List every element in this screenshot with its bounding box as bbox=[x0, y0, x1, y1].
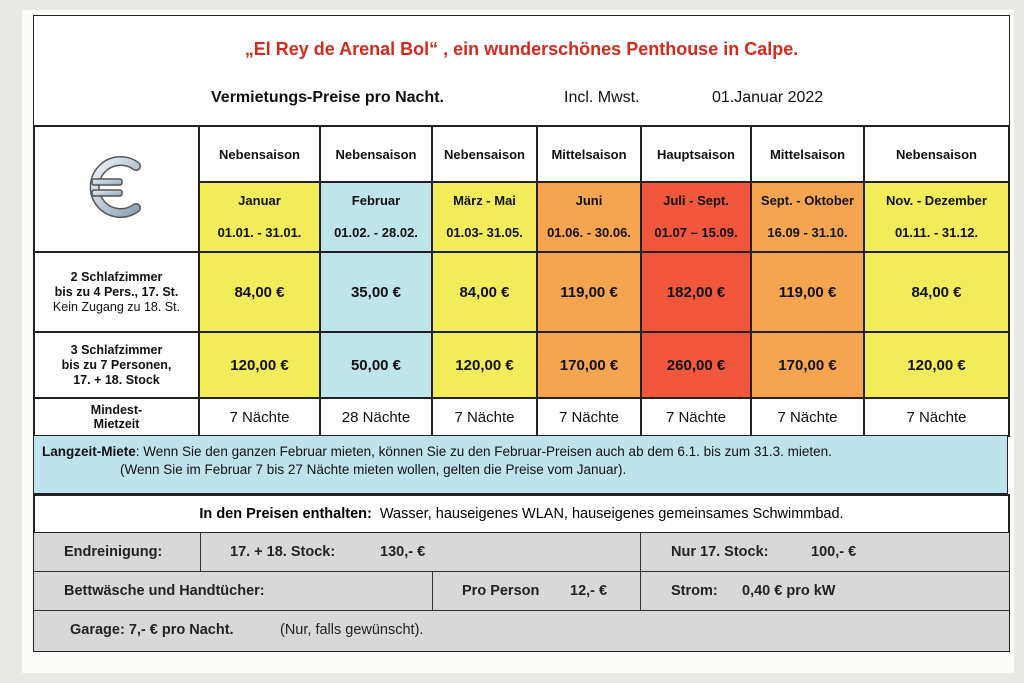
month-range: März - Mai bbox=[453, 193, 516, 208]
cleaning-label: Endreinigung: bbox=[64, 544, 163, 560]
min-stay: 7 Nächte bbox=[864, 398, 1009, 436]
cleaning-1718-value: 130,- € bbox=[380, 544, 426, 560]
linen-per-person-label: Pro Person bbox=[462, 583, 540, 599]
price-table bbox=[33, 125, 1010, 437]
cleaning-1718-label: 17. + 18. Stock: bbox=[230, 544, 336, 560]
linen-row bbox=[34, 572, 1009, 611]
date-range: 01.01. - 31.01. bbox=[217, 225, 302, 240]
garage-note: (Nur, falls gewünscht). bbox=[280, 622, 424, 638]
min-stay: 7 Nächte bbox=[432, 398, 537, 436]
row-label-line: 17. + 18. Stock bbox=[73, 372, 160, 387]
price-date: 01.Januar 2022 bbox=[712, 89, 824, 106]
min-stay-label-line: Mietzeit bbox=[93, 417, 140, 431]
page-subtitle: Vermietungs-Preise pro Nacht. bbox=[211, 89, 444, 106]
date-range: 01.06. - 30.06. bbox=[547, 225, 631, 240]
month-range: Februar bbox=[351, 193, 401, 208]
date-range: 16.09 - 31.10. bbox=[767, 225, 848, 240]
min-stay-label bbox=[34, 398, 199, 436]
row-label-2-bedrooms bbox=[34, 252, 199, 332]
month-range-cell bbox=[641, 182, 751, 252]
price-2-bedrooms: 182,00 € bbox=[641, 252, 751, 332]
linen-label: Bettwäsche und Handtücher: bbox=[64, 583, 265, 599]
price-2-bedrooms: 119,00 € bbox=[751, 252, 864, 332]
min-stay: 7 Nächte bbox=[641, 398, 751, 436]
row-label-line: Kein Zugang zu 18. St. bbox=[52, 299, 181, 314]
month-range-cell bbox=[199, 182, 320, 252]
longterm-label: Langzeit-Miete bbox=[42, 444, 136, 459]
page-title: „El Rey de Arenal Bol“ , ein wunderschönes Penthouse in Calpe. bbox=[244, 39, 799, 59]
price-3-bedrooms: 170,00 € bbox=[537, 332, 641, 398]
min-stay: 28 Nächte bbox=[320, 398, 432, 436]
price-3-bedrooms: 120,00 € bbox=[864, 332, 1009, 398]
price-2-bedrooms: 119,00 € bbox=[537, 252, 641, 332]
season-label: Nebensaison bbox=[199, 126, 320, 182]
month-range-cell bbox=[320, 182, 432, 252]
linen-per-person-value: 12,- € bbox=[570, 583, 608, 599]
month-range: Juni bbox=[575, 193, 603, 208]
season-label: Nebensaison bbox=[320, 126, 432, 182]
date-range: 01.11. - 31.12. bbox=[894, 225, 979, 240]
longterm-rental-note bbox=[33, 435, 1008, 494]
row-label-3-bedrooms bbox=[34, 332, 199, 398]
included-text: Wasser, hauseigenes WLAN, hauseigenes gemeinsames Schwimmbad. bbox=[379, 506, 844, 522]
month-range-cell bbox=[864, 182, 1009, 252]
month-range: Nov. - Dezember bbox=[886, 193, 987, 208]
season-label: Hauptsaison bbox=[641, 126, 751, 182]
longterm-text: : Wenn Sie den ganzen Februar mieten, können Sie zu den Februar-Preisen auch ab dem 6.1. bis zum 31.3. mieten. bbox=[135, 444, 832, 459]
month-range: Sept. - Oktober bbox=[760, 193, 855, 208]
month-range: Juli - Sept. bbox=[663, 193, 729, 208]
longterm-subnote: (Wenn Sie im Februar 7 bis 27 Nächte mieten wollen, gelten die Preise vom Januar). bbox=[120, 462, 627, 477]
divider bbox=[640, 572, 641, 610]
date-range: 01.02. - 28.02. bbox=[334, 225, 418, 240]
power-label: Strom: bbox=[671, 583, 718, 599]
divider bbox=[432, 572, 433, 610]
power-value: 0,40 € pro kW bbox=[742, 583, 836, 599]
row-label-line: bis zu 7 Personen, bbox=[61, 357, 172, 372]
min-stay: 7 Nächte bbox=[751, 398, 864, 436]
header bbox=[33, 15, 1010, 127]
season-label: Nebensaison bbox=[432, 126, 537, 182]
divider bbox=[200, 533, 201, 571]
price-2-bedrooms: 84,00 € bbox=[199, 252, 320, 332]
included-services bbox=[33, 494, 1010, 534]
price-3-bedrooms: 120,00 € bbox=[432, 332, 537, 398]
euro-icon-cell bbox=[34, 126, 199, 252]
cleaning-17-label: Nur 17. Stock: bbox=[671, 544, 769, 560]
season-label: Mittelsaison bbox=[537, 126, 641, 182]
tax-note: Incl. Mwst. bbox=[564, 89, 640, 106]
min-stay: 7 Nächte bbox=[537, 398, 641, 436]
month-range: Januar bbox=[238, 193, 281, 208]
min-stay: 7 Nächte bbox=[199, 398, 320, 436]
row-label-line: 3 Schlafzimmer bbox=[70, 342, 163, 357]
price-2-bedrooms: 35,00 € bbox=[320, 252, 432, 332]
price-3-bedrooms: 120,00 € bbox=[199, 332, 320, 398]
min-stay-label-line: Mindest- bbox=[90, 403, 143, 417]
price-3-bedrooms: 260,00 € bbox=[641, 332, 751, 398]
date-range: 01.07 – 15.09. bbox=[654, 225, 738, 240]
season-label: Mittelsaison bbox=[751, 126, 864, 182]
euro-icon bbox=[82, 152, 152, 222]
month-range-cell bbox=[432, 182, 537, 252]
month-range-cell bbox=[537, 182, 641, 252]
price-3-bedrooms: 50,00 € bbox=[320, 332, 432, 398]
month-range-cell bbox=[751, 182, 864, 252]
row-label-line: bis zu 4 Pers., 17. St. bbox=[54, 284, 179, 299]
date-range: 01.03- 31.05. bbox=[446, 225, 523, 240]
price-3-bedrooms: 170,00 € bbox=[751, 332, 864, 398]
row-label-line: 2 Schlafzimmer bbox=[70, 269, 163, 284]
price-2-bedrooms: 84,00 € bbox=[864, 252, 1009, 332]
price-2-bedrooms: 84,00 € bbox=[432, 252, 537, 332]
additional-costs bbox=[33, 532, 1010, 652]
longterm-line bbox=[42, 444, 832, 459]
cleaning-row bbox=[34, 533, 1009, 572]
included-label: In den Preisen enthalten: bbox=[199, 506, 372, 522]
season-label: Nebensaison bbox=[864, 126, 1009, 182]
divider bbox=[640, 533, 641, 571]
cleaning-17-value: 100,- € bbox=[811, 544, 857, 560]
garage-label: Garage: 7,- € pro Nacht. bbox=[70, 622, 234, 638]
garage-row bbox=[34, 611, 1009, 649]
